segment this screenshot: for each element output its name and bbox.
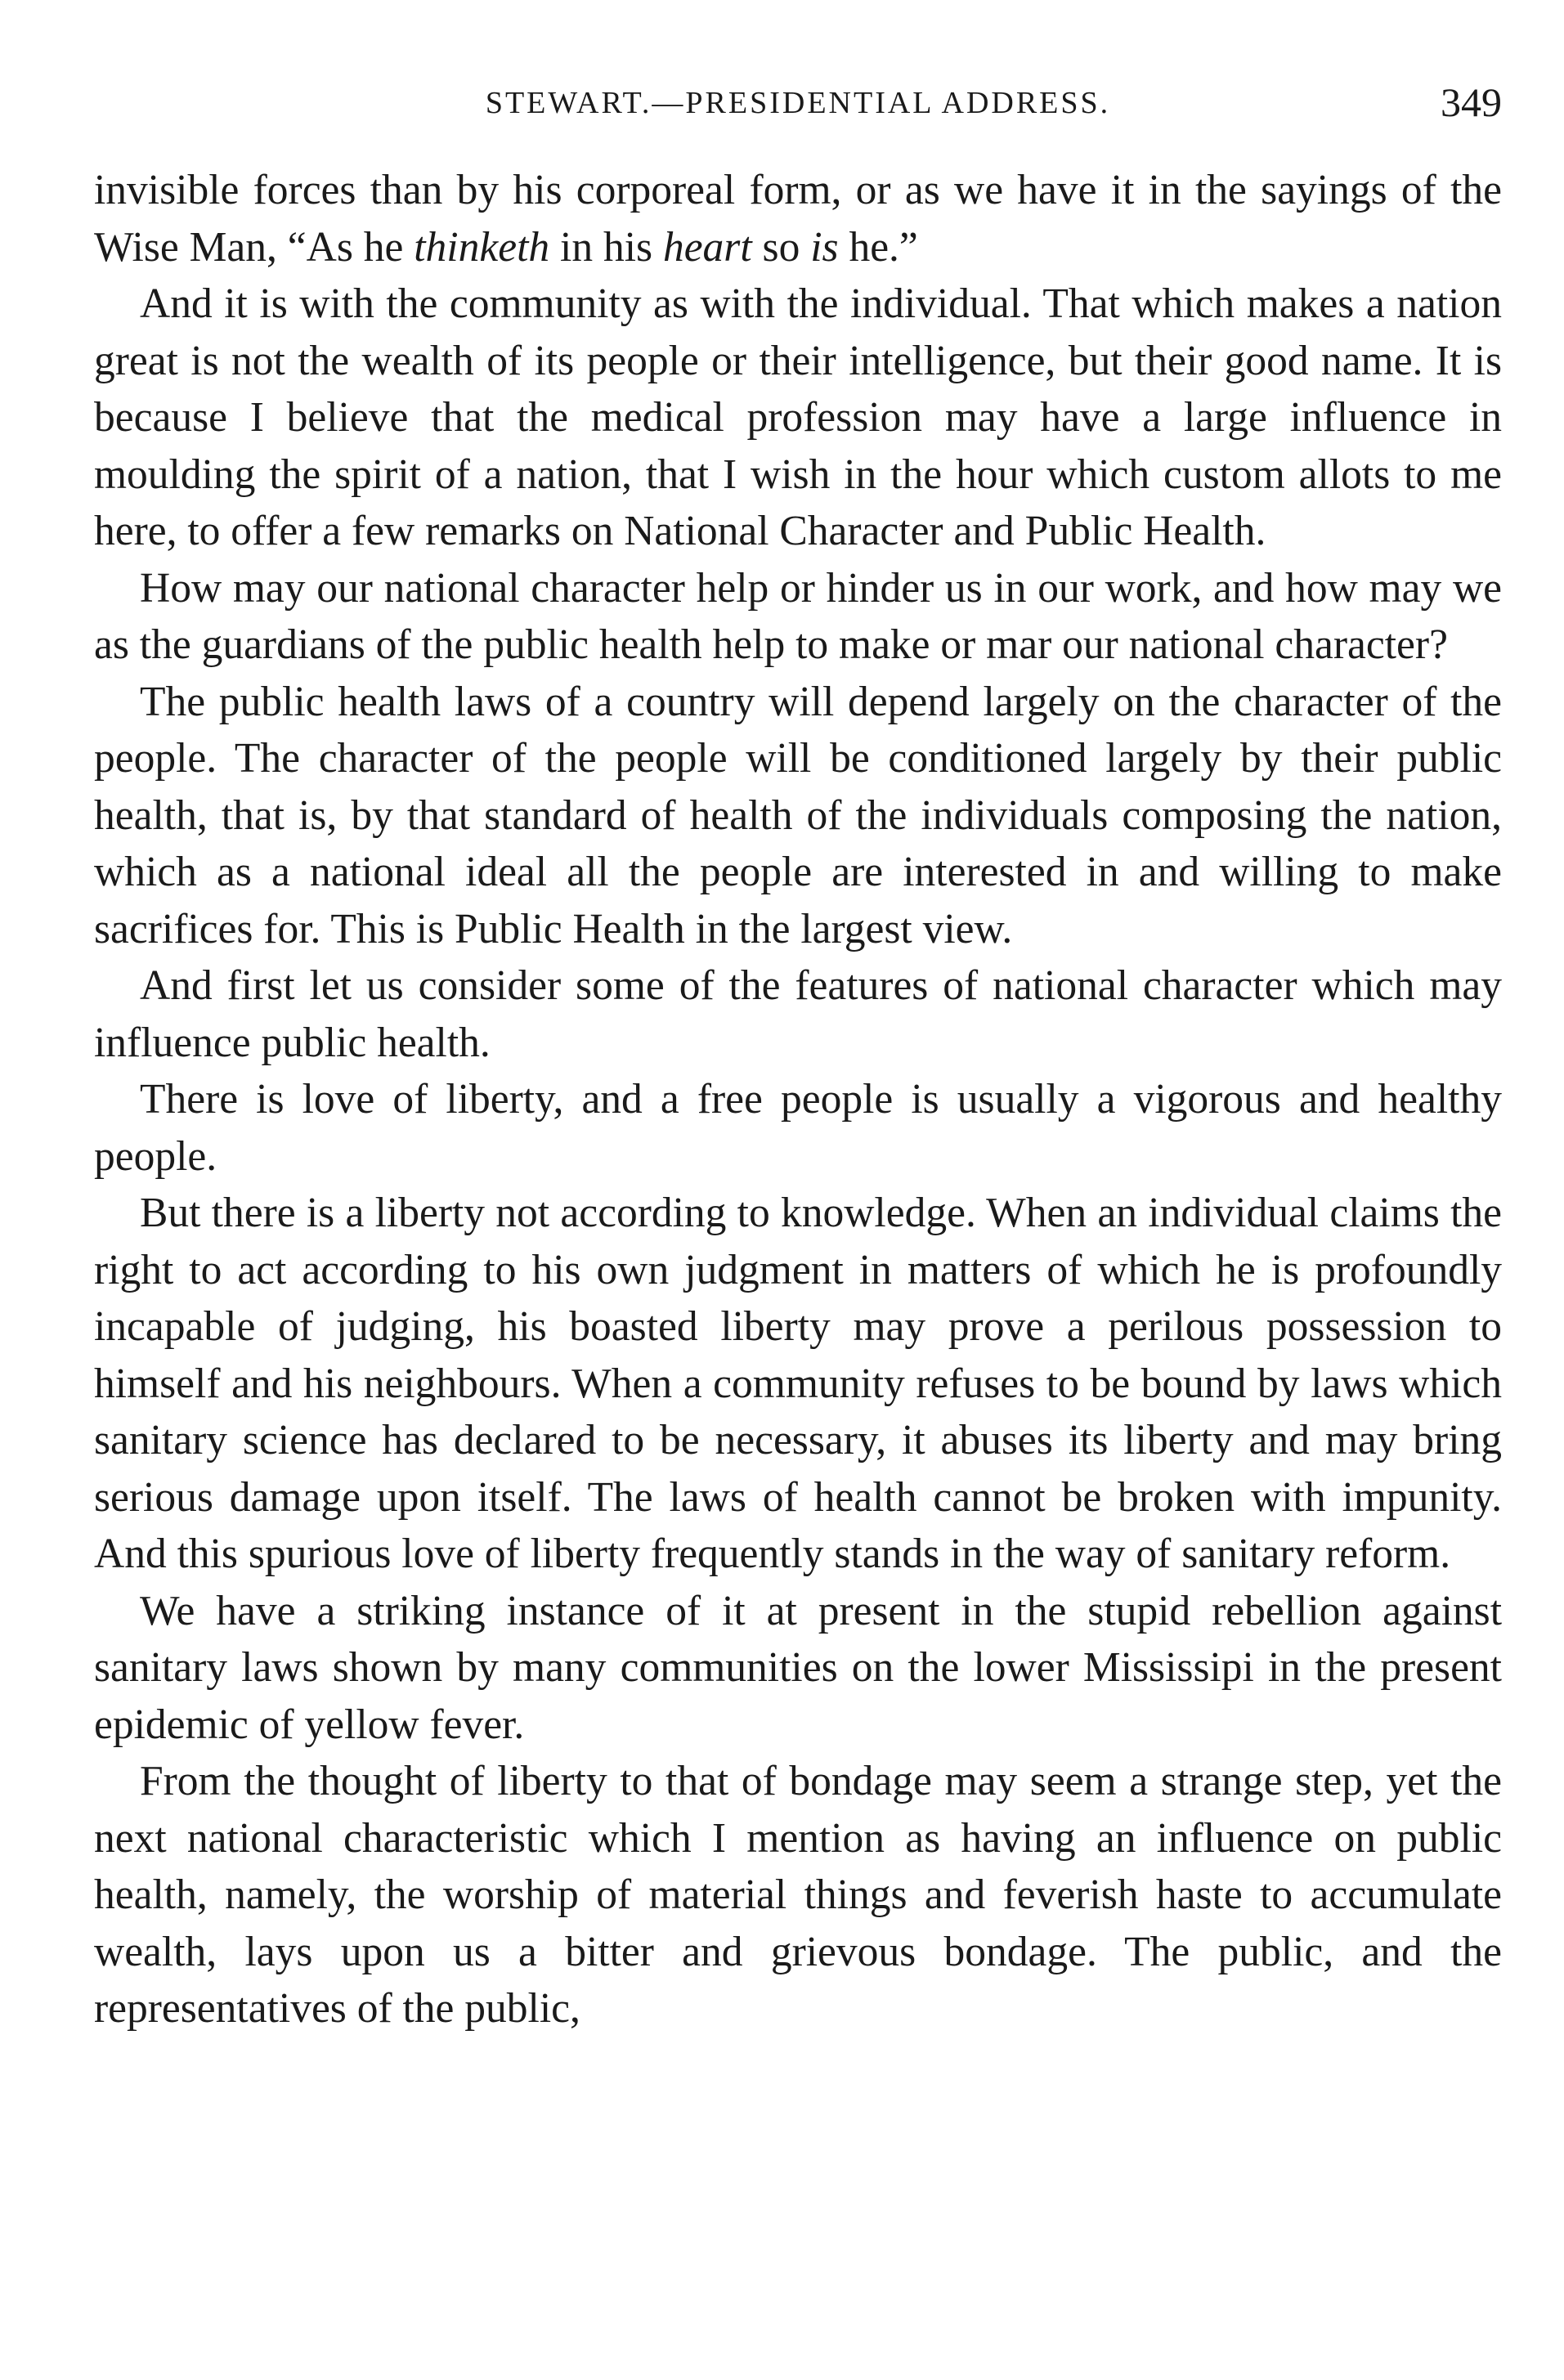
paragraph: There is love of liberty, and a free people is usually a vigorous and healthy people.	[94, 1076, 1502, 1180]
paragraph: From the thought of liberty to that of bondage may seem a strange step, yet the next national characteristic which I mention as having an influence on public health, namely, the worship of material things and feverish haste to accumulate wealth, lays upon us a bitter and grievous bondage. The public, and the representatives of the public,	[94, 1758, 1502, 2032]
paragraph: And first let us consider some of the features of national character which may influence public health.	[94, 962, 1502, 1066]
paragraph: The public health laws of a country will depend largely on the character of the people. The character of the people will be conditioned largely by their public health, that is, by that standard of health of the individuals composing the nation, which as a national ideal all the people are interested in and willing to make sacrifices for. This is Public Health in the largest view.	[94, 678, 1502, 952]
paragraph-continuation: invisible forces than by his corporeal form, or as we have it in the sayings of the Wise Man, “As he thinketh in his heart so is he.”	[94, 167, 1502, 271]
paragraph: And it is with the community as with the individual. That which makes a nation great is not the wealth of its people or their intelligence, but their good name. It is because I believe that the medical profession may have a large influence in moulding the spirit of a nation, that I wish in the hour which custom allots to me here, to offer a few remarks on National Character and Public Health.	[94, 280, 1502, 554]
body-text	[94, 162, 1502, 2037]
paragraph: How may our national character help or hinder us in our work, and how may we as the guardians of the public health help to make or mar our national character?	[94, 564, 1502, 668]
running-title: STEWART.—PRESIDENTIAL ADDRESS.	[485, 86, 1111, 120]
paragraph: We have a striking instance of it at present in the stupid rebellion against sanitary laws shown by many communities on the lower Mississipi in the present epidemic of yellow fever.	[94, 1587, 1502, 1748]
page-number: 349	[1441, 79, 1502, 125]
paragraph: But there is a liberty not according to knowledge. When an individual claims the right to act according to his own judgment in matters of which he is profoundly incapable of judging, his boasted liberty may prove a perilous possession to himself and his neighbours. When a community refuses to be bound by laws which sanitary science has declared to be necessary, it abuses its liberty and may bring serious damage upon itself. The laws of health cannot be broken with impunity. And this spurious love of liberty frequently stands in the way of sanitary reform.	[94, 1190, 1502, 1577]
running-head	[94, 80, 1502, 129]
